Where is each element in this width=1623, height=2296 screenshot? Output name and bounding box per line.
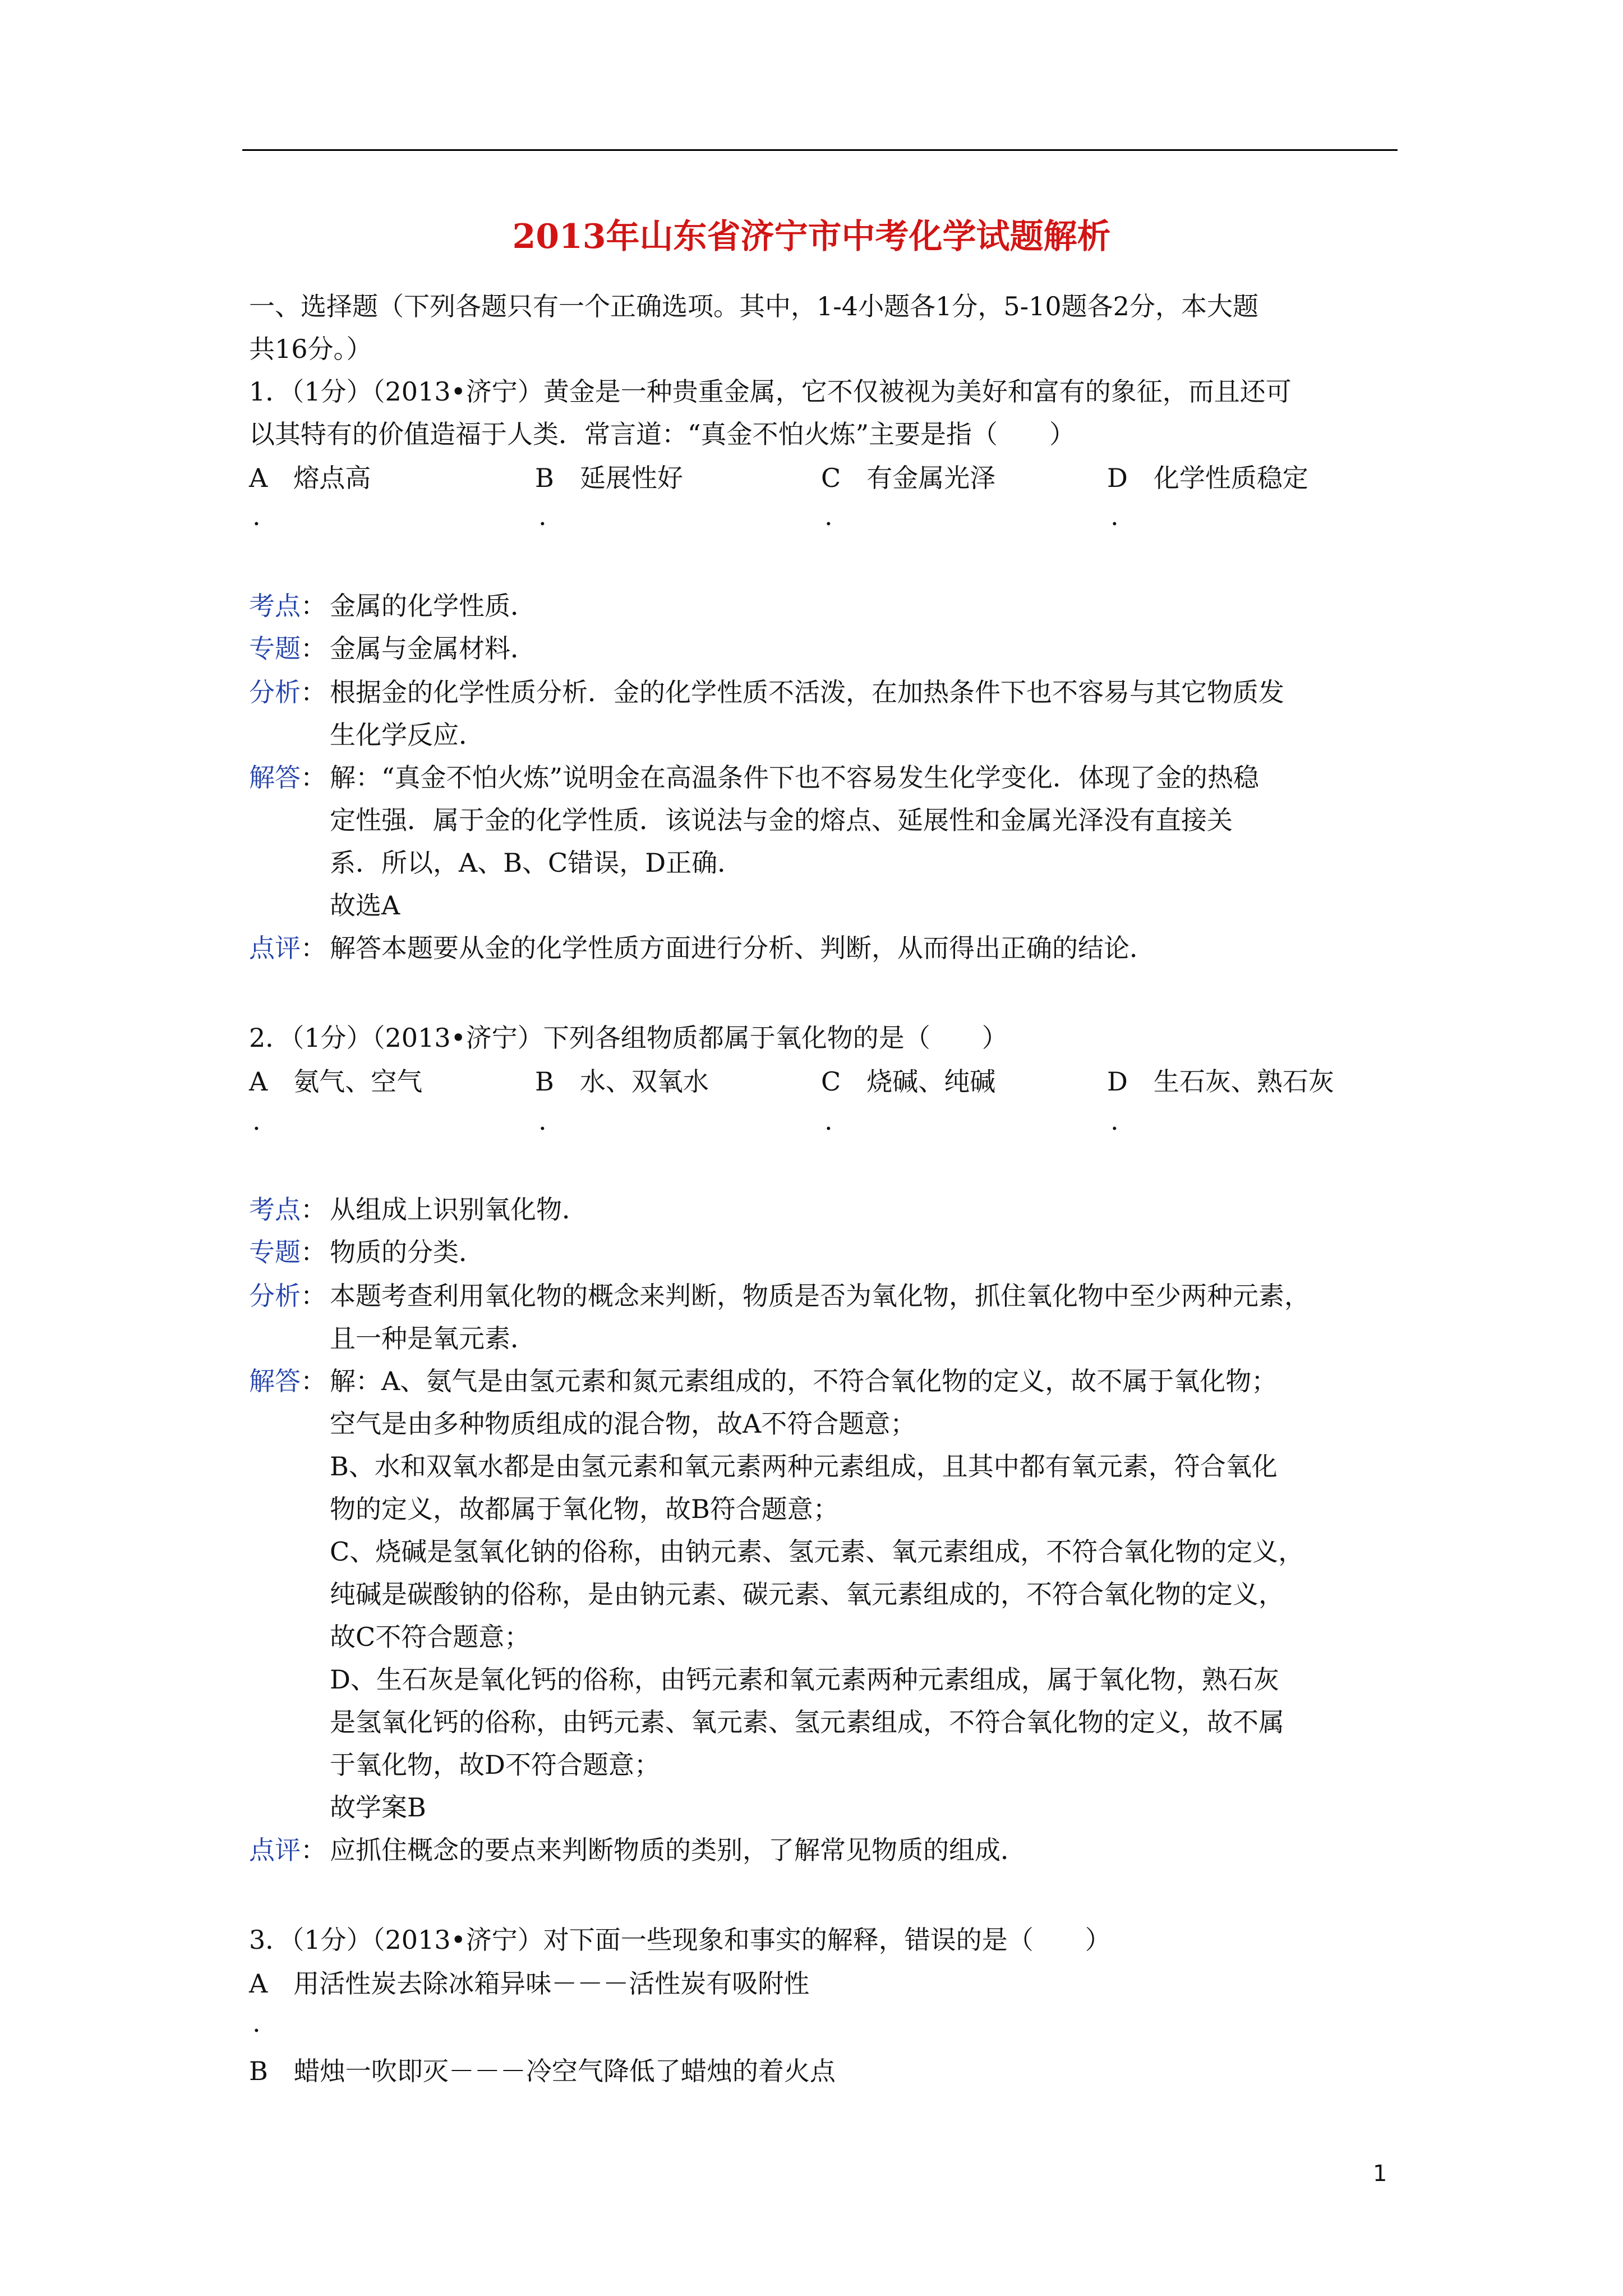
option-letter: A — [249, 1066, 268, 1097]
q1-option-a — [249, 461, 371, 495]
label-colon: ： — [301, 762, 326, 793]
section-heading-line-2: 共16分。） — [249, 334, 372, 364]
option-letter: B — [249, 2056, 268, 2086]
q2-zhuanti-text: 物质的分类． — [330, 1237, 485, 1267]
q1-zhuanti-text: 金属与金属材料． — [330, 633, 536, 664]
q2-jieda-line-3: B、水和双氧水都是由氢元素和氧元素两种元素组成，且其中都有氧元素，符合氧化 — [330, 1451, 1278, 1481]
q1-jieda-line-3: 系．所以，A、B、C错误，D正确． — [330, 848, 744, 878]
label-text: 点评 — [249, 1835, 301, 1865]
q1-zhuanti-label — [249, 632, 326, 665]
option-dot: . — [1110, 501, 1119, 531]
q3-option-b — [249, 2054, 836, 2088]
option-text: 生石灰、熟石灰 — [1153, 1066, 1334, 1097]
q1-option-d — [1107, 461, 1308, 495]
q1-jieda-label — [249, 761, 326, 794]
label-colon: ： — [301, 633, 326, 664]
option-dot: . — [1110, 1106, 1119, 1136]
q2-kaodian-text: 从组成上识别氧化物． — [330, 1194, 588, 1225]
option-text: 熔点高 — [293, 463, 371, 493]
option-letter: A — [249, 1968, 268, 1999]
page-title: 2013年山东省济宁市中考化学试题解析 — [512, 217, 1111, 256]
q2-jieda-line-9: 是氢氧化钙的俗称，由钙元素、氧元素、氢元素组成，不符合氧化物的定义，故不属 — [330, 1707, 1284, 1737]
q1-jieda-line-1: 解：“真金不怕火炼”说明金在高温条件下也不容易发生化学变化．体现了金的热稳 — [330, 762, 1260, 793]
option-dot: . — [252, 1106, 261, 1136]
option-dot: . — [252, 2008, 261, 2038]
label-colon: ： — [301, 677, 326, 707]
label-text: 点评 — [249, 933, 301, 963]
q1-dianping-label — [249, 931, 326, 965]
q1-stem-line-2: 以其特有的价值造福于人类．常言道：“真金不怕火炼”主要是指（ ） — [249, 419, 1076, 449]
option-text: 烧碱、纯碱 — [866, 1066, 996, 1097]
section-heading-line-1: 一、选择题（下列各题只有一个正确选项。其中，1-4小题各1分，5-10题各2分，本大题 — [249, 291, 1258, 321]
q1-fenxi-line-1: 根据金的化学性质分析．金的化学性质不活泼，在加热条件下也不容易与其它物质发 — [330, 677, 1284, 707]
option-text: 延展性好 — [579, 463, 683, 493]
q2-jieda-line-7: 故C不符合题意； — [330, 1622, 531, 1652]
q2-jieda-line-10: 于氧化物，故D不符合题意； — [330, 1750, 660, 1780]
page-number: 1 — [1373, 2161, 1387, 2187]
q3-stem-line-1: 3．（1分）（2013•济宁）对下面一些现象和事实的解释，错误的是（ ） — [249, 1925, 1111, 1955]
q2-dianping-text: 应抓住概念的要点来判断物质的类别，了解常见物质的组成． — [330, 1835, 1026, 1865]
option-letter: B — [535, 1066, 554, 1097]
q1-fenxi-line-2: 生化学反应． — [330, 720, 485, 750]
q1-fenxi-label — [249, 675, 326, 709]
q1-jieda-line-4: 故选A — [330, 890, 400, 921]
q2-jieda-line-4: 物的定义，故都属于氧化物，故B符合题意； — [330, 1494, 839, 1524]
header-rule — [242, 149, 1398, 151]
q2-jieda-label — [249, 1364, 326, 1398]
q2-fenxi-line-1: 本题考查利用氧化物的概念来判断，物质是否为氧化物，抓住氧化物中至少两种元素， — [330, 1281, 1310, 1311]
label-colon: ： — [301, 1237, 326, 1267]
q1-kaodian-text: 金属的化学性质． — [330, 591, 536, 621]
option-letter: C — [821, 1066, 841, 1097]
label-text: 解答 — [249, 1366, 301, 1396]
option-text: 氨气、空气 — [293, 1066, 423, 1097]
q2-stem-line-1: 2．（1分）（2013•济宁）下列各组物质都属于氧化物的是（ ） — [249, 1023, 1008, 1053]
q3-option-a — [249, 1967, 809, 2000]
label-colon: ： — [301, 1366, 326, 1396]
q2-jieda-line-8: D、生石灰是氧化钙的俗称，由钙元素和氧元素两种元素组成，属于氧化物，熟石灰 — [330, 1664, 1279, 1695]
q1-stem-line-1: 1．（1分）（2013•济宁）黄金是一种贵重金属，它不仅被视为美好和富有的象征，而且还可 — [249, 376, 1292, 407]
option-dot: . — [538, 1106, 547, 1136]
q2-jieda-line-11: 故学案B — [330, 1792, 426, 1823]
q2-option-d — [1107, 1065, 1334, 1098]
option-text: 水、双氧水 — [579, 1066, 709, 1097]
q2-fenxi-line-2: 且一种是氧元素． — [330, 1323, 536, 1354]
label-text: 考点 — [249, 1194, 301, 1225]
q2-kaodian-label — [249, 1193, 326, 1226]
label-colon: ： — [301, 1281, 326, 1311]
q2-option-c — [821, 1065, 995, 1098]
option-dot: . — [252, 501, 261, 531]
q2-fenxi-label — [249, 1279, 326, 1313]
option-letter: C — [821, 463, 841, 493]
option-letter: D — [1107, 463, 1128, 493]
q1-option-c — [821, 461, 995, 495]
option-text: 用活性炭去除冰箱异味－－－活性炭有吸附性 — [293, 1968, 810, 1999]
option-text: 蜡烛一吹即灭－－－冷空气降低了蜡烛的着火点 — [293, 2056, 836, 2086]
label-text: 分析 — [249, 677, 301, 707]
label-colon: ： — [301, 933, 326, 963]
option-text: 有金属光泽 — [866, 463, 996, 493]
option-letter: D — [1107, 1066, 1128, 1097]
q2-jieda-line-5: C、烧碱是氢氧化钠的俗称，由钠元素、氢元素、氧元素组成，不符合氧化物的定义， — [330, 1536, 1304, 1567]
q1-dianping-text: 解答本题要从金的化学性质方面进行分析、判断，从而得出正确的结论． — [330, 933, 1155, 963]
q2-jieda-line-1: 解：A、氨气是由氢元素和氮元素组成的，不符合氧化物的定义，故不属于氧化物； — [330, 1366, 1278, 1396]
q2-option-a — [249, 1065, 422, 1098]
option-letter: B — [535, 463, 554, 493]
label-text: 专题 — [249, 1237, 301, 1267]
label-colon: ： — [301, 591, 326, 621]
option-letter: A — [249, 463, 268, 493]
label-colon: ： — [301, 1835, 326, 1865]
label-colon: ： — [301, 1194, 326, 1225]
label-text: 专题 — [249, 633, 301, 664]
label-text: 分析 — [249, 1281, 301, 1311]
option-dot: . — [538, 501, 547, 531]
label-text: 解答 — [249, 762, 301, 793]
q2-option-b — [535, 1065, 709, 1098]
q2-zhuanti-label — [249, 1235, 326, 1269]
q1-kaodian-label — [249, 589, 326, 623]
q2-jieda-line-2: 空气是由多种物质组成的混合物，故A不符合题意； — [330, 1409, 916, 1439]
q1-option-b — [535, 461, 683, 495]
option-dot: . — [824, 501, 833, 531]
option-dot: . — [824, 1106, 833, 1136]
option-text: 化学性质稳定 — [1153, 463, 1308, 493]
q2-jieda-line-6: 纯碱是碳酸钠的俗称，是由钠元素、碳元素、氧元素组成的，不符合氧化物的定义， — [330, 1579, 1284, 1609]
label-text: 考点 — [249, 591, 301, 621]
q1-jieda-line-2: 定性强．属于金的化学性质．该说法与金的熔点、延展性和金属光泽没有直接关 — [330, 805, 1233, 835]
q2-dianping-label — [249, 1833, 326, 1867]
